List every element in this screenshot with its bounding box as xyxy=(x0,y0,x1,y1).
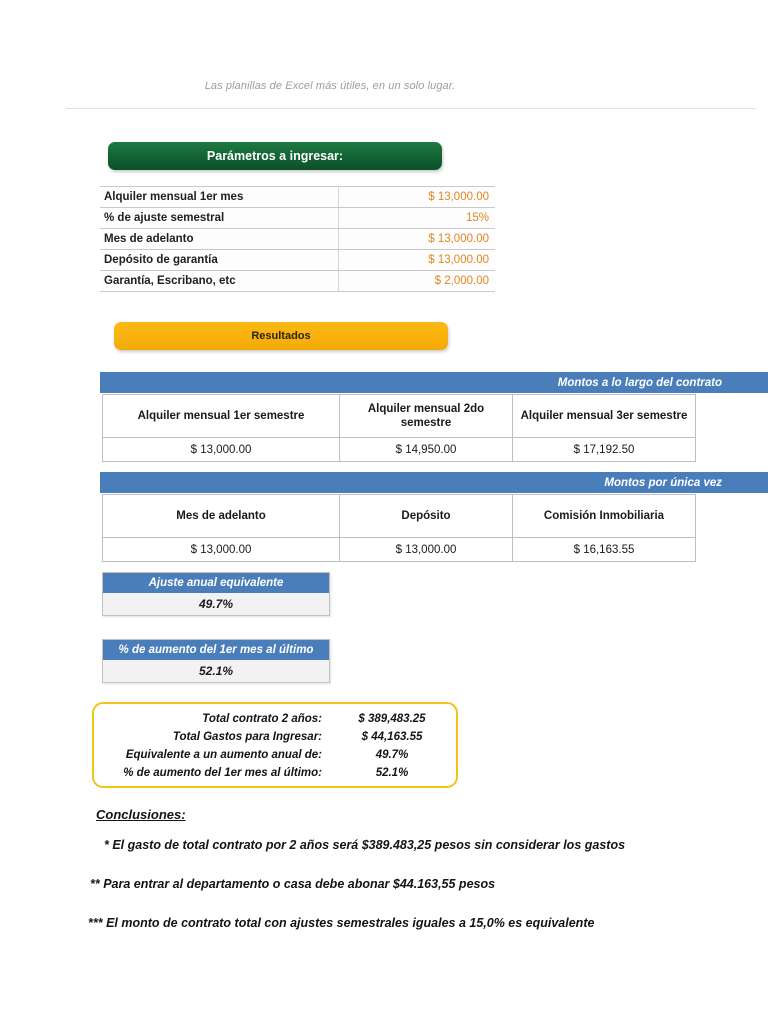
table-row xyxy=(100,187,495,208)
summary-label: Equivalente a un aumento anual de: xyxy=(125,749,322,761)
one-time-amounts-table xyxy=(102,494,696,562)
metric-total-increase xyxy=(102,639,330,683)
contract-amounts-table xyxy=(102,394,696,462)
metric-value: 49.7% xyxy=(103,593,329,615)
parameter-label: Depósito de garantía xyxy=(100,250,339,271)
column-header: Depósito xyxy=(340,495,513,538)
summary-value: 49.7% xyxy=(375,749,409,761)
cell-value: $ 13,000.00 xyxy=(103,438,340,462)
site-tagline: Las planillas de Excel más útiles, en un solo lugar. xyxy=(204,80,456,92)
summary-label: Total contrato 2 años: xyxy=(202,713,322,725)
contract-amounts-title-bar xyxy=(100,372,768,393)
summary-label: % de aumento del 1er mes al último: xyxy=(123,767,322,779)
summary-value: $ 44,163.55 xyxy=(361,731,423,743)
summary-row xyxy=(94,728,448,746)
contract-amounts-title: Montos a lo largo del contrato xyxy=(557,376,722,389)
parameter-value[interactable]: 15% xyxy=(339,208,496,229)
conclusion-item: * El gasto de total contrato por 2 años será $389.483,25 pesos sin considerar los gastos xyxy=(104,838,626,852)
summary-label: Total Gastos para Ingresar: xyxy=(172,731,322,743)
parameter-label: Alquiler mensual 1er mes xyxy=(100,187,339,208)
parameter-value[interactable]: $ 13,000.00 xyxy=(339,250,496,271)
parameters-banner xyxy=(108,142,442,170)
summary-value: 52.1% xyxy=(375,767,409,779)
parameter-label: % de ajuste semestral xyxy=(100,208,339,229)
parameter-value[interactable]: $ 2,000.00 xyxy=(339,271,496,292)
column-header: Alquiler mensual 1er semestre xyxy=(103,395,340,438)
one-time-amounts-title: Montos por única vez xyxy=(604,476,722,489)
parameters-banner-label: Parámetros a ingresar: xyxy=(206,149,344,163)
column-header: Alquiler mensual 2do semestre xyxy=(340,395,513,438)
results-banner xyxy=(114,322,448,350)
metric-value: 52.1% xyxy=(103,660,329,682)
metric-annual-adjustment xyxy=(102,572,330,616)
site-header xyxy=(0,0,768,110)
metric-title: % de aumento del 1er mes al último xyxy=(103,640,329,660)
table-row xyxy=(100,250,495,271)
parameter-label: Garantía, Escribano, etc xyxy=(100,271,339,292)
conclusion-item: *** El monto de contrato total con ajustes semestrales iguales a 15,0% es equivalente xyxy=(88,916,595,930)
table-row xyxy=(103,438,696,462)
cell-value: $ 16,163.55 xyxy=(513,538,696,562)
one-time-amounts-block xyxy=(100,472,768,554)
table-row xyxy=(100,271,495,292)
summary-value: $ 389,483.25 xyxy=(358,713,426,725)
contract-amounts-block xyxy=(100,372,768,454)
parameter-value[interactable]: $ 13,000.00 xyxy=(339,229,496,250)
table-row xyxy=(100,229,495,250)
table-row xyxy=(103,538,696,562)
table-header-row xyxy=(103,495,696,538)
conclusions-section xyxy=(88,806,768,955)
column-header: Comisión Inmobiliaria xyxy=(513,495,696,538)
cell-value: $ 14,950.00 xyxy=(340,438,513,462)
header-divider xyxy=(66,108,756,109)
conclusions-title: Conclusiones: xyxy=(96,807,186,822)
one-time-amounts-title-bar xyxy=(100,472,768,493)
summary-row xyxy=(94,746,448,764)
parameter-value[interactable]: $ 13,000.00 xyxy=(339,187,496,208)
summary-row xyxy=(94,710,448,728)
column-header: Alquiler mensual 3er semestre xyxy=(513,395,696,438)
metric-title: Ajuste anual equivalente xyxy=(103,573,329,593)
parameter-label: Mes de adelanto xyxy=(100,229,339,250)
summary-box xyxy=(92,702,458,788)
conclusion-item: ** Para entrar al departamento o casa debe abonar $44.163,55 pesos xyxy=(90,877,496,891)
results-banner-label: Resultados xyxy=(251,330,311,342)
table-row xyxy=(100,208,495,229)
cell-value: $ 13,000.00 xyxy=(340,538,513,562)
column-header: Mes de adelanto xyxy=(103,495,340,538)
cell-value: $ 17,192.50 xyxy=(513,438,696,462)
summary-row xyxy=(94,764,448,782)
parameters-table xyxy=(100,186,495,292)
table-header-row xyxy=(103,395,696,438)
cell-value: $ 13,000.00 xyxy=(103,538,340,562)
